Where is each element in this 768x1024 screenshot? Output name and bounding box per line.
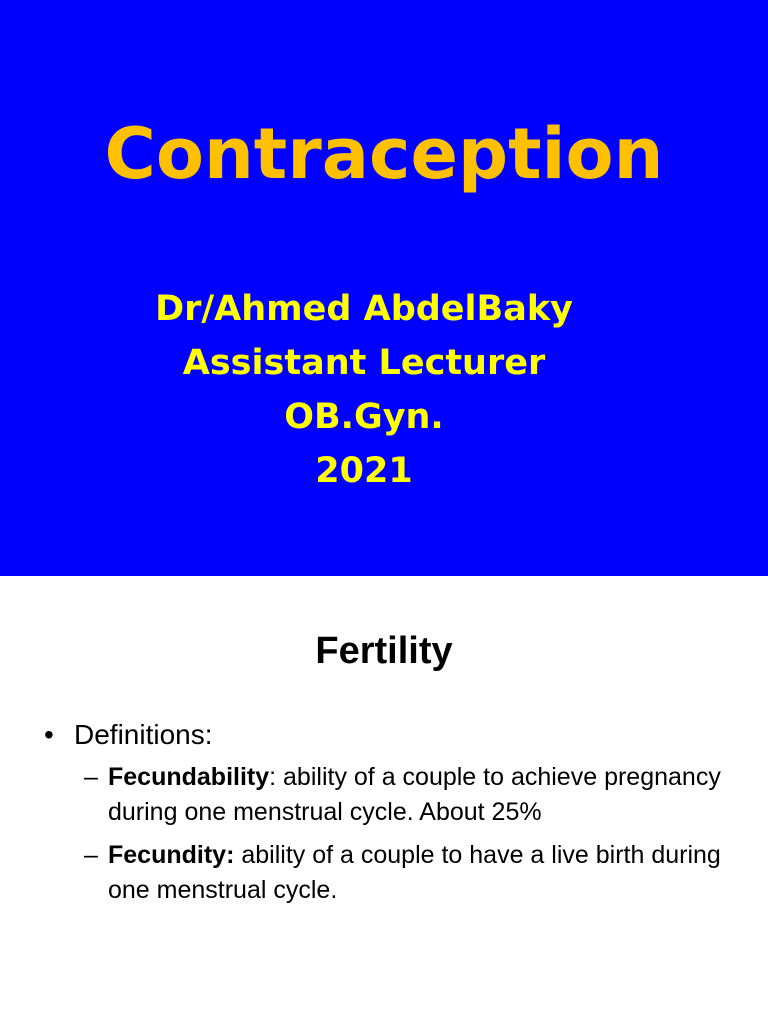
slide-title: Contraception xyxy=(104,113,664,195)
content-slide xyxy=(0,576,768,1024)
definition-fecundability xyxy=(44,760,734,830)
definition-text: : ability of a couple to achieve pregnancy during one menstrual cycle. About 25% xyxy=(108,763,721,826)
bullet-marker: • xyxy=(44,719,54,750)
definition-term: Fecundability xyxy=(108,763,270,791)
definition-list xyxy=(44,760,734,908)
author-name: Dr/Ahmed AbdelBaky xyxy=(155,289,573,329)
definition-text: ability of a couple to have a live birth during one menstrual cycle. xyxy=(108,841,721,904)
definition-term: Fecundity: xyxy=(108,841,235,869)
bullet-list xyxy=(44,716,734,916)
slide-heading: Fertility xyxy=(315,630,453,672)
presentation-year: 2021 xyxy=(315,451,413,491)
author-position: Assistant Lecturer xyxy=(182,343,546,383)
dash-marker: – xyxy=(84,763,98,791)
bullet-label: Definitions: xyxy=(74,719,213,750)
dash-marker: – xyxy=(84,841,98,869)
author-department: OB.Gyn. xyxy=(284,397,444,437)
bullet-item-definitions xyxy=(44,716,734,754)
author-info xyxy=(0,282,728,498)
definition-fecundity xyxy=(44,838,734,908)
